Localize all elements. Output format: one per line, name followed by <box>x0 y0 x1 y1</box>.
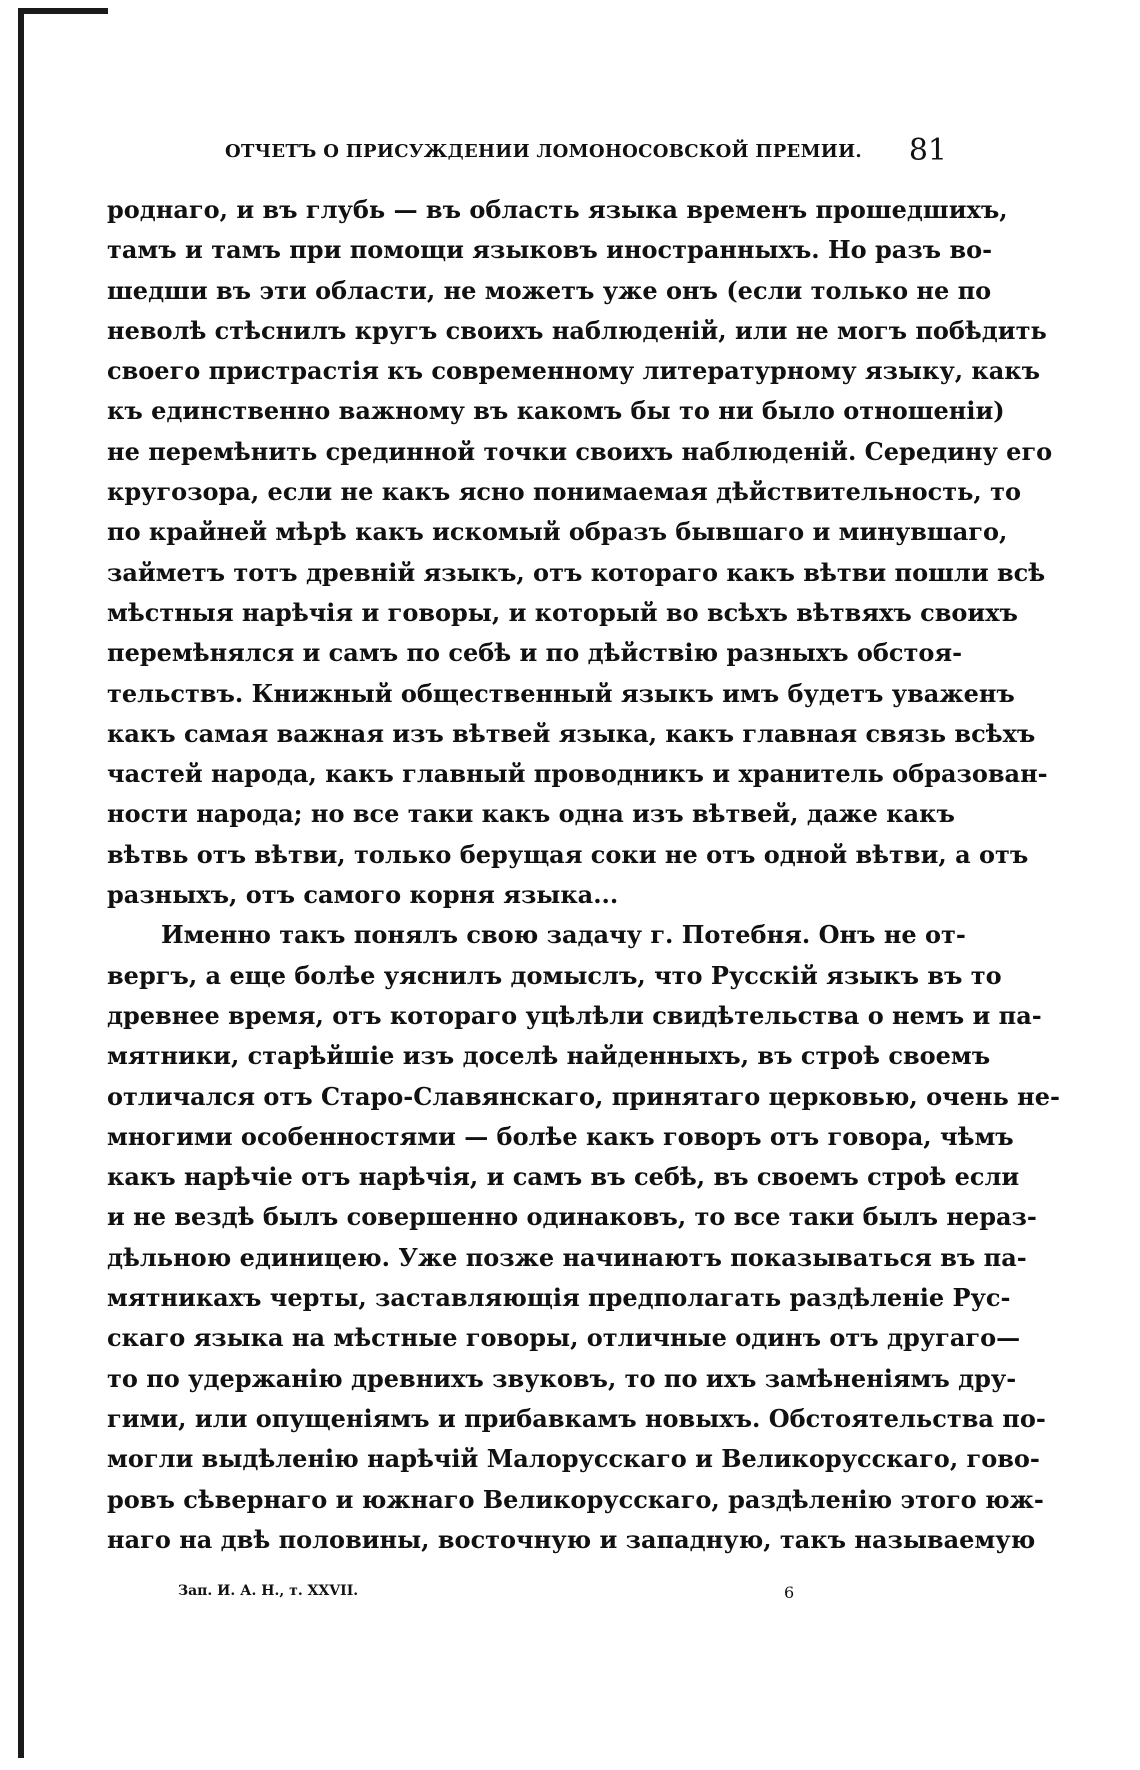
page-number: 81 <box>908 133 947 168</box>
paragraph-end-line: разныхъ, отъ самого корня языка... <box>107 880 619 910</box>
text-line: могли выдѣленію нарѣчій Малорусскаго и Великорусскаго, гово- <box>107 1444 1040 1474</box>
text-line: займетъ тотъ древній языкъ, отъ котораго какъ вѣтви пошли всѣ <box>107 557 1046 587</box>
text-line: отличался отъ Старо-Славянскаго, принятаго церковью, очень не- <box>107 1081 1060 1111</box>
text-line: мятникахъ черты, заставляющія предполагать раздѣленіе Рус- <box>107 1283 1011 1313</box>
text-line: вѣтвь отъ вѣтви, только берущая соки не отъ одной вѣтви, а отъ <box>107 839 1029 869</box>
text-line: мятники, старѣйшіе изъ доселѣ найденныхъ, въ строѣ своемъ <box>107 1041 991 1071</box>
text-line: вергъ, а еще болѣе уяснилъ домыслъ, что Русскій языкъ въ то <box>107 960 1002 990</box>
text-line: по крайней мѣрѣ какъ искомый образъ бывшаго и минувшаго, <box>107 517 1008 547</box>
text-line: наго на двѣ половины, восточную и западную, такъ называемую <box>107 1524 1036 1554</box>
text-line: перемѣнялся и самъ по себѣ и по дѣйствію разныхъ обстоя- <box>107 638 963 668</box>
signature-mark: 6 <box>784 1583 795 1602</box>
text-line: роднаго, и въ глубь — въ область языка временъ прошедшихъ, <box>107 195 1008 224</box>
text-line: многими особенностями — болѣе какъ говоръ отъ говора, чѣмъ <box>107 1121 1014 1151</box>
text-line: скаго языка на мѣстные говоры, отличные одинъ отъ другаго— <box>107 1323 1021 1353</box>
body-text <box>107 190 1060 1560</box>
page-binding-corner <box>18 8 108 36</box>
text-line: своего пристрастія къ современному литературному языку, какъ <box>107 356 1041 386</box>
text-line: то по удержанію древнихъ звуковъ, то по ихъ замѣненіямъ дру- <box>107 1363 1017 1393</box>
text-line: тельствъ. Книжный общественный языкъ имъ будетъ уваженъ <box>107 678 1015 708</box>
running-title: ОТЧЕТЪ О ПРИСУЖДЕНИИ ЛОМОНОСОВСКОЙ ПРЕМИИ. <box>225 141 862 162</box>
text-line: не перемѣнить срединной точки своихъ наблюденій. Середину его <box>107 436 1053 466</box>
text-line: ности народа; но все таки какъ одна изъ вѣтвей, даже какъ <box>107 799 955 829</box>
text-line: ровъ сѣвернаго и южнаго Великорусскаго, раздѣленію этого юж- <box>107 1484 1044 1514</box>
page-header <box>225 133 947 173</box>
text-line: кругозора, если не какъ ясно понимаемая дѣйствительность, то <box>107 477 1021 507</box>
journal-footnote: Зап. И. А. Н., т. XXVII. <box>178 1583 359 1599</box>
text-line: и не вездѣ былъ совершенно одинаковъ, то все таки былъ нераз- <box>107 1202 1037 1232</box>
text-line: дѣльною единицею. Уже позже начинаютъ показываться въ па- <box>107 1242 1027 1272</box>
page-footer <box>178 1583 818 1609</box>
text-line: неволѣ стѣснилъ кругъ своихъ наблюденій, или не могъ побѣдить <box>107 315 1047 345</box>
page-binding-edge <box>18 8 24 1758</box>
text-line: шедши въ эти области, не можетъ уже онъ (если только не по <box>107 275 992 305</box>
text-line: какъ самая важная изъ вѣтвей языка, какъ главная связь всѣхъ <box>107 718 1036 748</box>
text-line: частей народа, какъ главный проводникъ и хранитель образован- <box>107 759 1048 789</box>
text-line: къ единственно важному въ какомъ бы то ни было отношеніи) <box>107 396 1005 426</box>
text-line: древнее время, отъ котораго уцѣлѣли свидѣтельства о немъ и па- <box>107 1000 1042 1030</box>
text-line: мѣстныя нарѣчія и говоры, и который во всѣхъ вѣтвяхъ своихъ <box>107 597 1018 627</box>
paragraph-start-line: Именно такъ понялъ свою задачу г. Потебня. Онъ не от- <box>161 920 966 950</box>
text-line: гими, или опущеніямъ и прибавкамъ новыхъ. Обстоятельства по- <box>107 1403 1046 1433</box>
text-line: какъ нарѣчіе отъ нарѣчія, и самъ въ себѣ, въ своемъ строѣ если <box>107 1162 1020 1192</box>
text-line: тамъ и тамъ при помощи языковъ иностранныхъ. Но разъ во- <box>107 235 993 265</box>
